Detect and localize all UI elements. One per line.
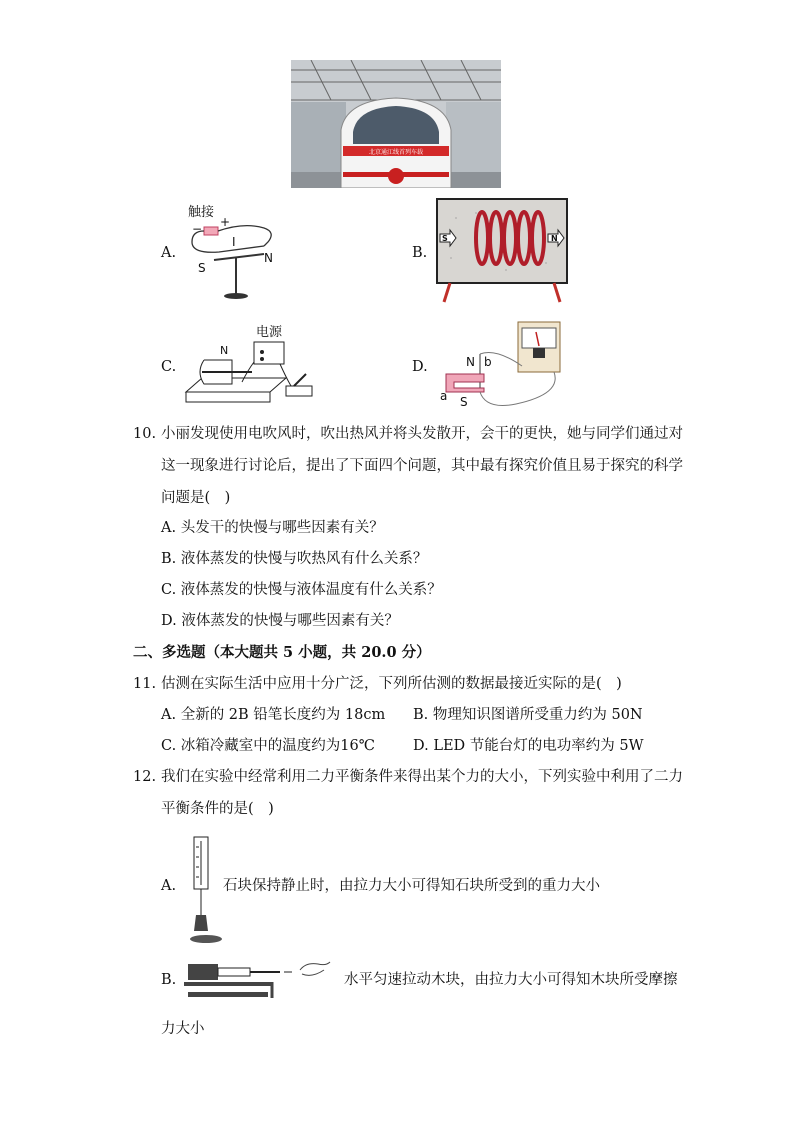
q12-option-a-label: A.	[161, 878, 177, 894]
n-pole-label: N	[551, 234, 558, 243]
q9-option-b-label: B.	[412, 245, 428, 261]
q12-option-a-text[interactable]: 石块保持静止时，由拉力大小可得知石块所受到的重力大小	[223, 878, 600, 894]
q12-option-b-text[interactable]: 水平匀速拉动木块，由拉力大小可得知木块所受摩擦	[344, 972, 678, 988]
train-photo	[291, 60, 501, 188]
oersted-experiment-figure	[184, 202, 304, 302]
q11-stem: 估测在实际生活中应用十分广泛，下列所估测的数据最接近实际的是( )	[161, 676, 622, 692]
s-pole-label: S	[460, 395, 468, 409]
q11-option-d[interactable]: D. LED 节能台灯的电功率约为 5W	[413, 738, 644, 754]
induction-experiment-figure	[436, 318, 576, 410]
q12-stem-line-2: 平衡条件的是( )	[161, 801, 274, 817]
q9-option-d-label: D.	[412, 359, 428, 375]
q10-stem-line-3: 问题是( )	[161, 490, 231, 506]
wire-b-label: b	[484, 355, 492, 369]
solenoid-photo	[436, 198, 568, 304]
q12-option-b-continuation: 力大小	[161, 1021, 205, 1037]
q11-option-c[interactable]: C. 冰箱冷藏室中的温度约为16℃	[161, 738, 375, 754]
q12-stem-line-1: 我们在实验中经常利用二力平衡条件来得出某个力的大小，下列实验中利用了二力	[161, 769, 683, 785]
power-label: 电源	[256, 325, 283, 340]
section-heading: 二、多选题（本大题共 5 小题，共 20.0 分）	[133, 644, 431, 661]
minus-sign: −	[192, 222, 203, 236]
q10-option-b[interactable]: B. 液体蒸发的快慢与吹热风有什么关系？	[161, 551, 428, 567]
motor-experiment-figure	[182, 322, 322, 410]
q11-option-b[interactable]: B. 物理知识图谱所受重力约为 50N	[413, 707, 643, 723]
spring-scale-figure	[184, 833, 224, 948]
q10-option-d[interactable]: D. 液体蒸发的快慢与哪些因素有关？	[161, 613, 399, 629]
s-pole-label: S	[198, 261, 206, 275]
banner-text: 北京通江线首列车载	[368, 149, 424, 156]
touch-label: 触接	[188, 205, 215, 220]
q10-option-a[interactable]: A. 头发干的快慢与哪些因素有关？	[161, 520, 384, 536]
q10-number: 10.	[133, 426, 157, 442]
current-label: I	[232, 235, 236, 249]
s-pole-label: S	[442, 234, 448, 243]
q9-option-c-label: C.	[161, 359, 177, 375]
n-pole-label: N	[264, 251, 273, 265]
q10-stem-line-2: 这一现象进行讨论后，提出了下面四个问题，其中最有探究价值且易于探究的科学	[161, 458, 683, 474]
wire-a-label: a	[440, 389, 448, 403]
q11-number: 11.	[133, 676, 157, 692]
plus-sign: +	[220, 215, 231, 229]
friction-experiment-figure	[184, 958, 344, 1004]
q10-option-c[interactable]: C. 液体蒸发的快慢与液体温度有什么关系？	[161, 582, 442, 598]
q9-option-a-label: A.	[161, 245, 177, 261]
n-pole-label: N	[466, 355, 475, 369]
q10-stem-line-1: 小丽发现使用电吹风时，吹出热风并将头发散开，会干的更快，她与同学们通过对	[161, 426, 683, 442]
q12-option-b-label: B.	[161, 972, 177, 988]
q11-option-a[interactable]: A. 全新的 2B 铅笔长度约为 18cm	[161, 707, 386, 723]
n-pole-label: N	[220, 344, 229, 357]
q12-number: 12.	[133, 769, 157, 785]
